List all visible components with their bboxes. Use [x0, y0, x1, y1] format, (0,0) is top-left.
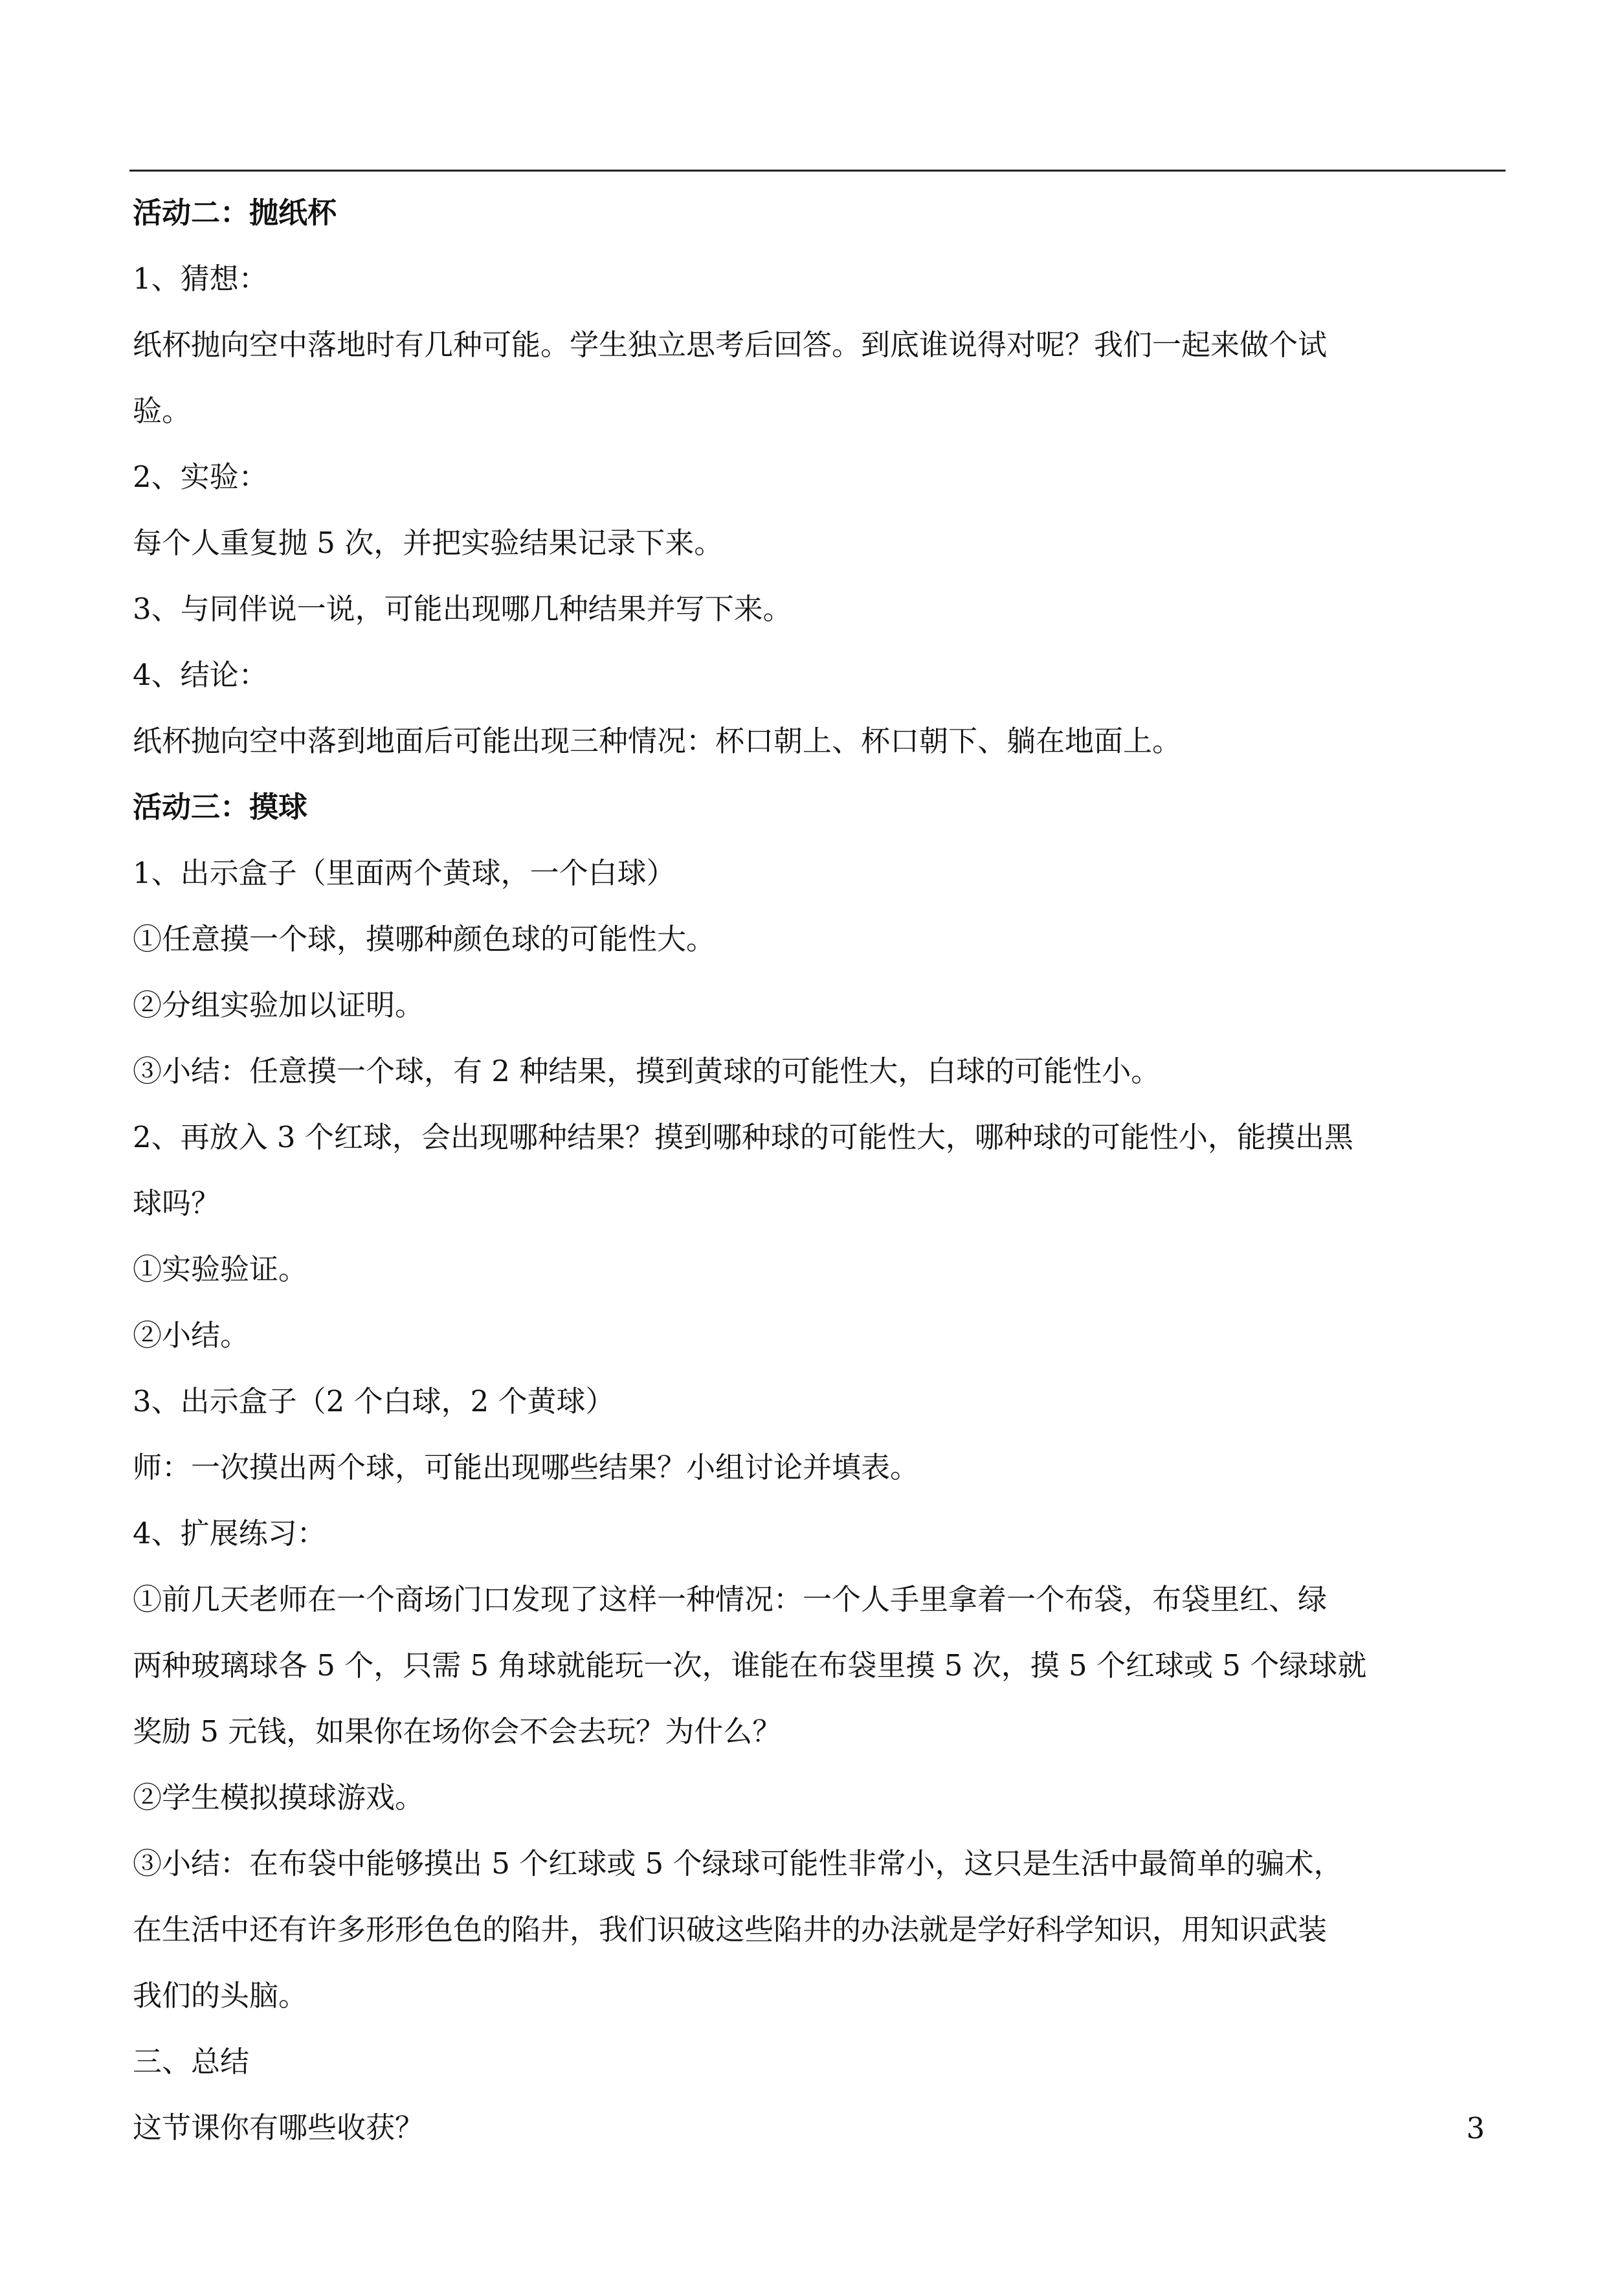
text-line: ①实验验证。 [133, 1252, 308, 1286]
text-line: 纸杯抛向空中落地时有几种可能。学生独立思考后回答。到底谁说得对呢？我们一起来做个试 [133, 328, 1328, 362]
text-line: 在生活中还有许多形形色色的陷井，我们识破这些陷井的办法就是学好科学知识，用知识武装 [133, 1912, 1328, 1947]
section-heading: 活动三：摸球 [133, 790, 308, 824]
text-line: 两种玻璃球各 5 个，只需 5 角球就能玩一次，谁能在布袋里摸 5 次，摸 5 个红球或 5 个绿球就 [133, 1648, 1367, 1683]
text-line: 验。 [133, 394, 192, 428]
section-heading: 活动二：抛纸杯 [133, 196, 337, 230]
text-line: 师：一次摸出两个球，可能出现哪些结果？小组讨论并填表。 [133, 1450, 920, 1484]
text-line: 纸杯抛向空中落到地面后可能出现三种情况：杯口朝上、杯口朝下、躺在地面上。 [133, 724, 1182, 758]
page-number: 3 [1466, 2111, 1485, 2145]
text-line: 3、出示盒子（2 个白球，2 个黄球） [133, 1384, 615, 1418]
text-line: 2、实验： [133, 460, 268, 494]
text-line: ③小结：在布袋中能够摸出 5 个红球或 5 个绿球可能性非常小，这只是生活中最简单的骗术， [133, 1846, 1343, 1881]
text-line: ①前几天老师在一个商场门口发现了这样一种情况：一个人手里拿着一个布袋，布袋里红、绿 [133, 1582, 1328, 1616]
text-line: 奖励 5 元钱，如果你在场你会不会去玩？为什么？ [133, 1714, 782, 1749]
text-line: 1、猜想： [133, 262, 268, 296]
document-body [133, 180, 1505, 2161]
text-line: ①任意摸一个球，摸哪种颜色球的可能性大。 [133, 922, 716, 956]
text-line: ②分组实验加以证明。 [133, 988, 425, 1022]
text-line: 3、与同伴说一说，可能出现哪几种结果并写下来。 [133, 592, 792, 626]
text-line: 4、结论： [133, 658, 268, 692]
header-rule [129, 170, 1506, 172]
text-line: 2、再放入 3 个红球，会出现哪种结果？摸到哪种球的可能性大，哪种球的可能性小，能摸出黑 [133, 1120, 1353, 1154]
text-line: 我们的头脑。 [133, 1978, 308, 2013]
text-line: 这节课你有哪些收获？ [133, 2110, 425, 2145]
text-line: 4、扩展练习： [133, 1516, 326, 1550]
text-line: 三、总结 [133, 2044, 250, 2079]
text-line: ②小结。 [133, 1318, 250, 1352]
text-line: 1、出示盒子（里面两个黄球，一个白球） [133, 856, 676, 890]
text-line: 每个人重复抛 5 次，并把实验结果记录下来。 [133, 526, 724, 560]
text-line: 球吗？ [133, 1186, 221, 1220]
text-line: ③小结：任意摸一个球，有 2 种结果，摸到黄球的可能性大，白球的可能性小。 [133, 1054, 1161, 1088]
text-line: ②学生模拟摸球游戏。 [133, 1780, 425, 1815]
